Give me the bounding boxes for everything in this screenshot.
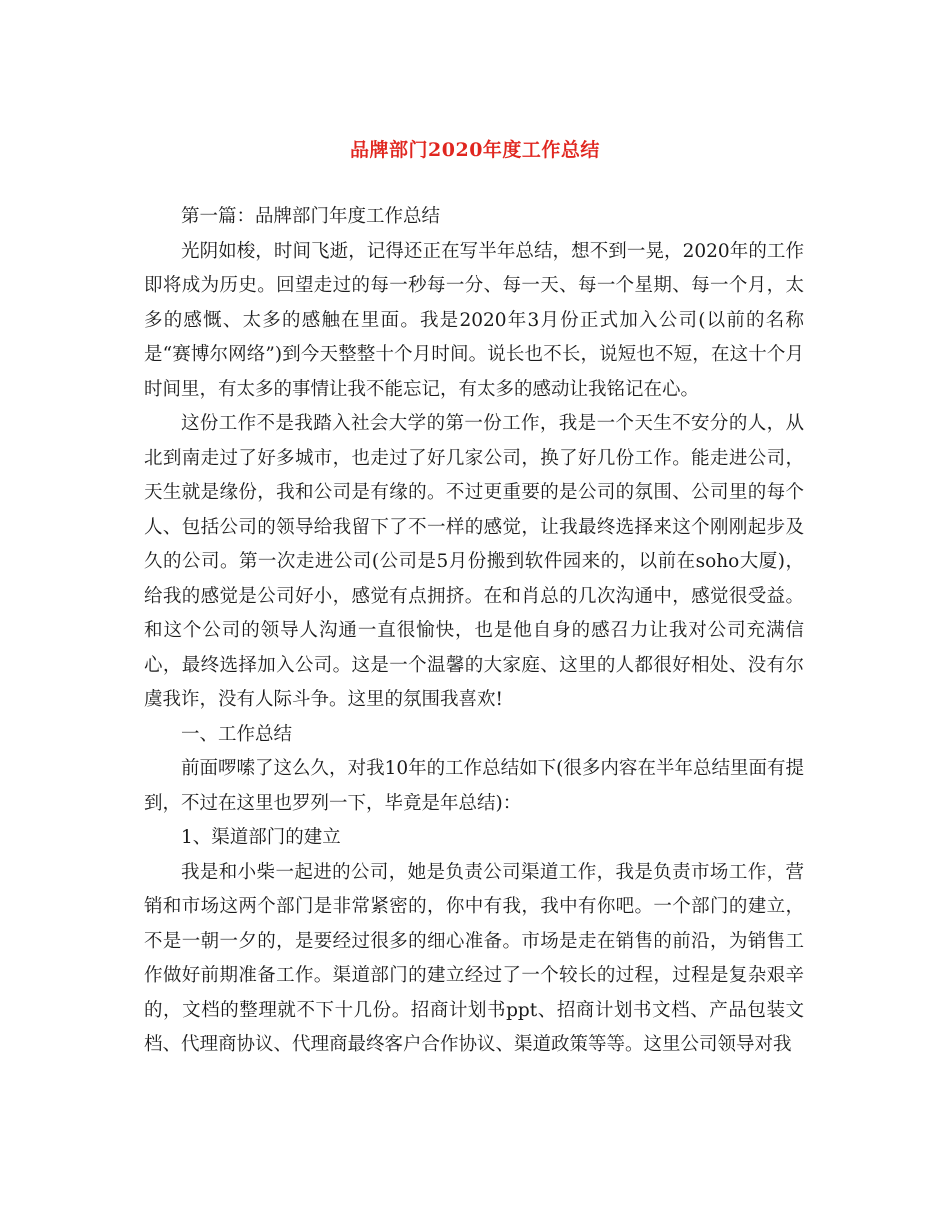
paragraph-summary-intro: 前面啰嗦了这么久，对我10年的工作总结如下(很多内容在半年总结里面有提到，不过在这里也罗列一下，毕竟是年总结)： xyxy=(144,758,804,814)
paragraph-intro: 光阴如梭，时间飞逝，记得还正在写半年总结，想不到一晃，2020年的工作即将成为历史。回望走过的每一秒每一分、每一天、每一个星期、每一个月，太多的感慨、太多的感触在里面。我是2020年3月份正式加入公司(以前的名称是“赛博尔网络”)到今天整整十个月时间。说长也不长，说短也不短，在这十个月时间里，有太多的事情让我不能忘记，有太多的感动让我铭记在心。 xyxy=(144,240,804,400)
subsection-heading-channel-dept: 1、渠道部门的建立 xyxy=(181,827,341,848)
document-body xyxy=(144,200,804,1063)
section-heading-first-article: 第一篇：品牌部门年度工作总结 xyxy=(181,206,441,227)
section-heading-work-summary: 一、工作总结 xyxy=(181,723,293,745)
document-title: 品牌部门2020年度工作总结 xyxy=(350,139,600,161)
paragraph-channel-dept: 我是和小柴一起进的公司，她是负责公司渠道工作，我是负责市场工作，营销和市场这两个部门是非常紧密的，你中有我，我中有你吧。一个部门的建立，不是一朝一夕的，是要经过很多的细心准备。市场是走在销售的前沿，为销售工作做好前期准备工作。渠道部门的建立经过了一个较长的过程，过程是复杂艰辛的，文档的整理就不下十几份。招商计划书ppt、招商计划书文档、产品包装文档、代理商协议、代理商最终客户合作协议、渠道政策等等。这里公司领导对我 xyxy=(144,861,804,1055)
paragraph-job-background: 这份工作不是我踏入社会大学的第一份工作，我是一个天生不安分的人，从北到南走过了好多城市，也走过了好几家公司，换了好几份工作。能走进公司，天生就是缘份，我和公司是有缘的。不过更重要的是公司的氛围、公司里的每个人、包括公司的领导给我留下了不一样的感觉，让我最终选择来这个刚刚起步及久的公司。第一次走进公司(公司是5月份搬到软件园来的，以前在soho大厦)，给我的感觉是公司好小，感觉有点拥挤。在和肖总的几次沟通中，感觉很受益。和这个公司的领导人沟通一直很愉快，也是他自身的感召力让我对公司充满信心，最终选择加入公司。这是一个温馨的大家庭、这里的人都很好相处、没有尔虞我诈，没有人际斗争。这里的氛围我喜欢! xyxy=(144,413,804,710)
